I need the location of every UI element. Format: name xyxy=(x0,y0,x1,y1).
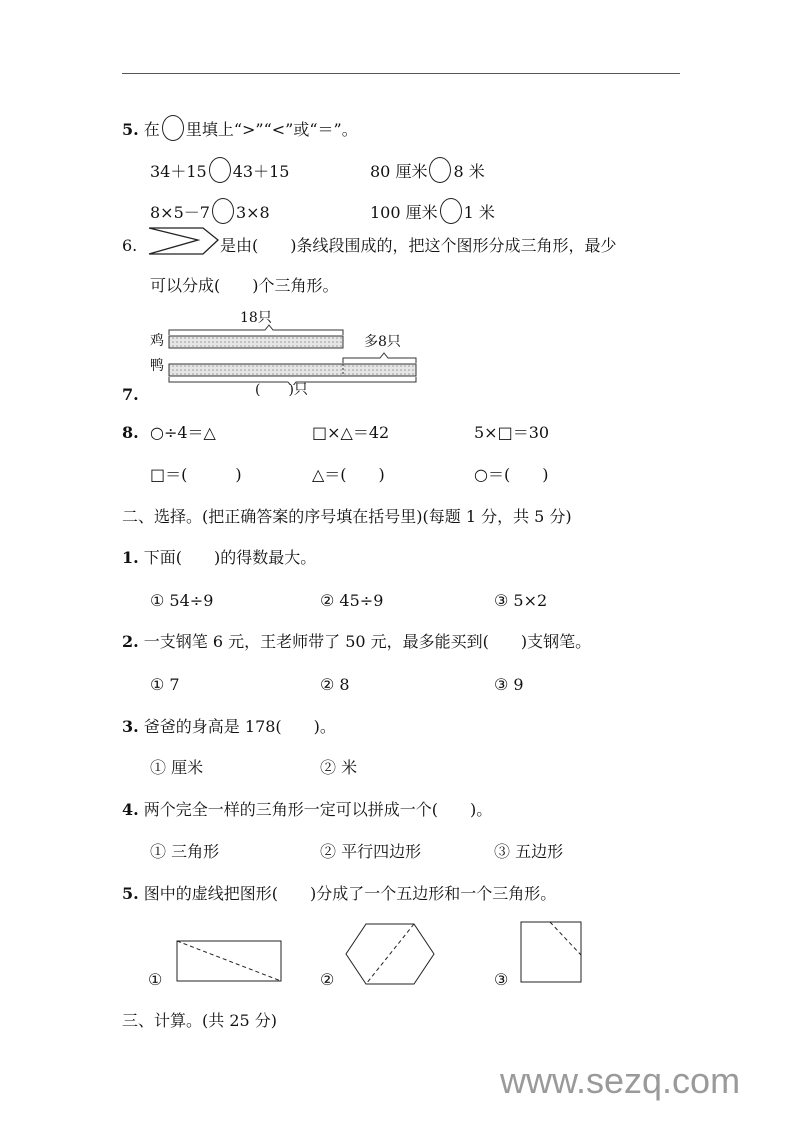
right: 43＋15 xyxy=(232,162,290,181)
q7-bottom-label: ( )只 xyxy=(255,382,308,398)
choice-q5 xyxy=(122,884,556,904)
choice-q2 xyxy=(122,632,591,652)
hexagon-figure xyxy=(344,922,436,986)
q5-post: 里填上“>”“<”或“＝”。 xyxy=(185,120,358,139)
q5-item xyxy=(150,198,270,224)
duck-label: 鸭 xyxy=(150,358,164,374)
q-number: 4. xyxy=(122,800,139,819)
arrow-shape-figure xyxy=(148,226,220,258)
option[interactable]: ① 7 xyxy=(150,675,180,694)
option[interactable]: ③ 5×2 xyxy=(494,591,548,610)
q-number: 1. xyxy=(122,548,139,567)
q-text: 两个完全一样的三角形一定可以拼成一个( )。 xyxy=(143,800,493,819)
q6-line2: 可以分成( )个三角形。 xyxy=(150,276,339,295)
q8-answer: ○＝( ) xyxy=(474,465,549,484)
q8-eq: □×△＝42 xyxy=(312,423,390,442)
q-text: 图中的虚线把图形( )分成了一个五边形和一个三角形。 xyxy=(143,884,557,903)
q8-answer: □＝( ) xyxy=(150,465,242,484)
section3-heading: 三、计算。(共 25 分) xyxy=(122,1011,278,1030)
header-rule xyxy=(122,73,680,74)
q5-number: 5. xyxy=(122,120,139,139)
q8-number: 8. xyxy=(122,423,139,442)
q8-eq: ○÷4＝△ xyxy=(150,423,216,442)
square-figure xyxy=(520,921,584,985)
circle-blank[interactable] xyxy=(440,198,462,224)
option[interactable]: ② 米 xyxy=(320,758,358,777)
q5-prompt xyxy=(122,115,358,141)
q6-line1: 是由( )条线段围成的，把这个图形分成三角形，最少 xyxy=(220,236,617,255)
q7-number: 7. xyxy=(122,385,139,404)
circle-blank[interactable] xyxy=(429,157,451,183)
watermark: www.sezq.com xyxy=(500,1060,741,1101)
q5-item xyxy=(370,157,485,183)
option[interactable]: ② 8 xyxy=(320,675,350,694)
option[interactable]: ② 45÷9 xyxy=(320,591,384,610)
left: 100 厘米 xyxy=(370,203,438,222)
choice-q1 xyxy=(122,548,316,568)
circle-blank[interactable] xyxy=(209,157,231,183)
rectangle-figure xyxy=(176,940,284,984)
chicken-bar xyxy=(169,336,343,348)
q-number: 2. xyxy=(122,632,139,651)
section2-heading: 二、选择。(把正确答案的序号填在括号里)(每题 1 分，共 5 分) xyxy=(122,507,572,526)
q-number: 5. xyxy=(122,884,139,903)
q-text: 下面( )的得数最大。 xyxy=(143,548,317,567)
option[interactable]: ② xyxy=(320,970,335,989)
q5-pre: 在 xyxy=(143,120,160,139)
option[interactable]: ① 厘米 xyxy=(150,758,204,777)
right: 8 米 xyxy=(453,162,485,181)
q6-number: 6. xyxy=(122,236,138,255)
circle-blank xyxy=(162,115,184,141)
left: 8×5－7 xyxy=(150,203,210,222)
choice-q3 xyxy=(122,717,336,737)
right: 3×8 xyxy=(235,203,270,222)
option[interactable]: ① 三角形 xyxy=(150,842,220,861)
q7-top-label: 18只 xyxy=(240,310,272,326)
chicken-label: 鸡 xyxy=(150,333,164,349)
option[interactable]: ② 平行四边形 xyxy=(320,842,422,861)
option[interactable]: ③ 五边形 xyxy=(494,842,564,861)
q-text: 一支钢笔 6 元，王老师带了 50 元，最多能买到( )支钢笔。 xyxy=(143,632,592,651)
q5-item xyxy=(150,157,289,183)
circle-blank[interactable] xyxy=(212,198,234,224)
q7-more-label: 多8只 xyxy=(364,334,401,350)
q5-item xyxy=(370,198,495,224)
q-number: 3. xyxy=(122,717,139,736)
duck-bar xyxy=(169,364,416,376)
choice-q4 xyxy=(122,800,492,820)
left: 80 厘米 xyxy=(370,162,428,181)
right: 1 米 xyxy=(463,203,495,222)
option[interactable]: ① xyxy=(148,970,163,989)
option[interactable]: ③ 9 xyxy=(494,675,524,694)
q8-answer: △＝( ) xyxy=(312,465,385,484)
option[interactable]: ③ xyxy=(494,970,509,989)
q-text: 爸爸的身高是 178( )。 xyxy=(143,717,336,736)
left: 34＋15 xyxy=(150,162,207,181)
option[interactable]: ① 54÷9 xyxy=(150,591,214,610)
q8-eq: 5×□＝30 xyxy=(474,423,550,442)
